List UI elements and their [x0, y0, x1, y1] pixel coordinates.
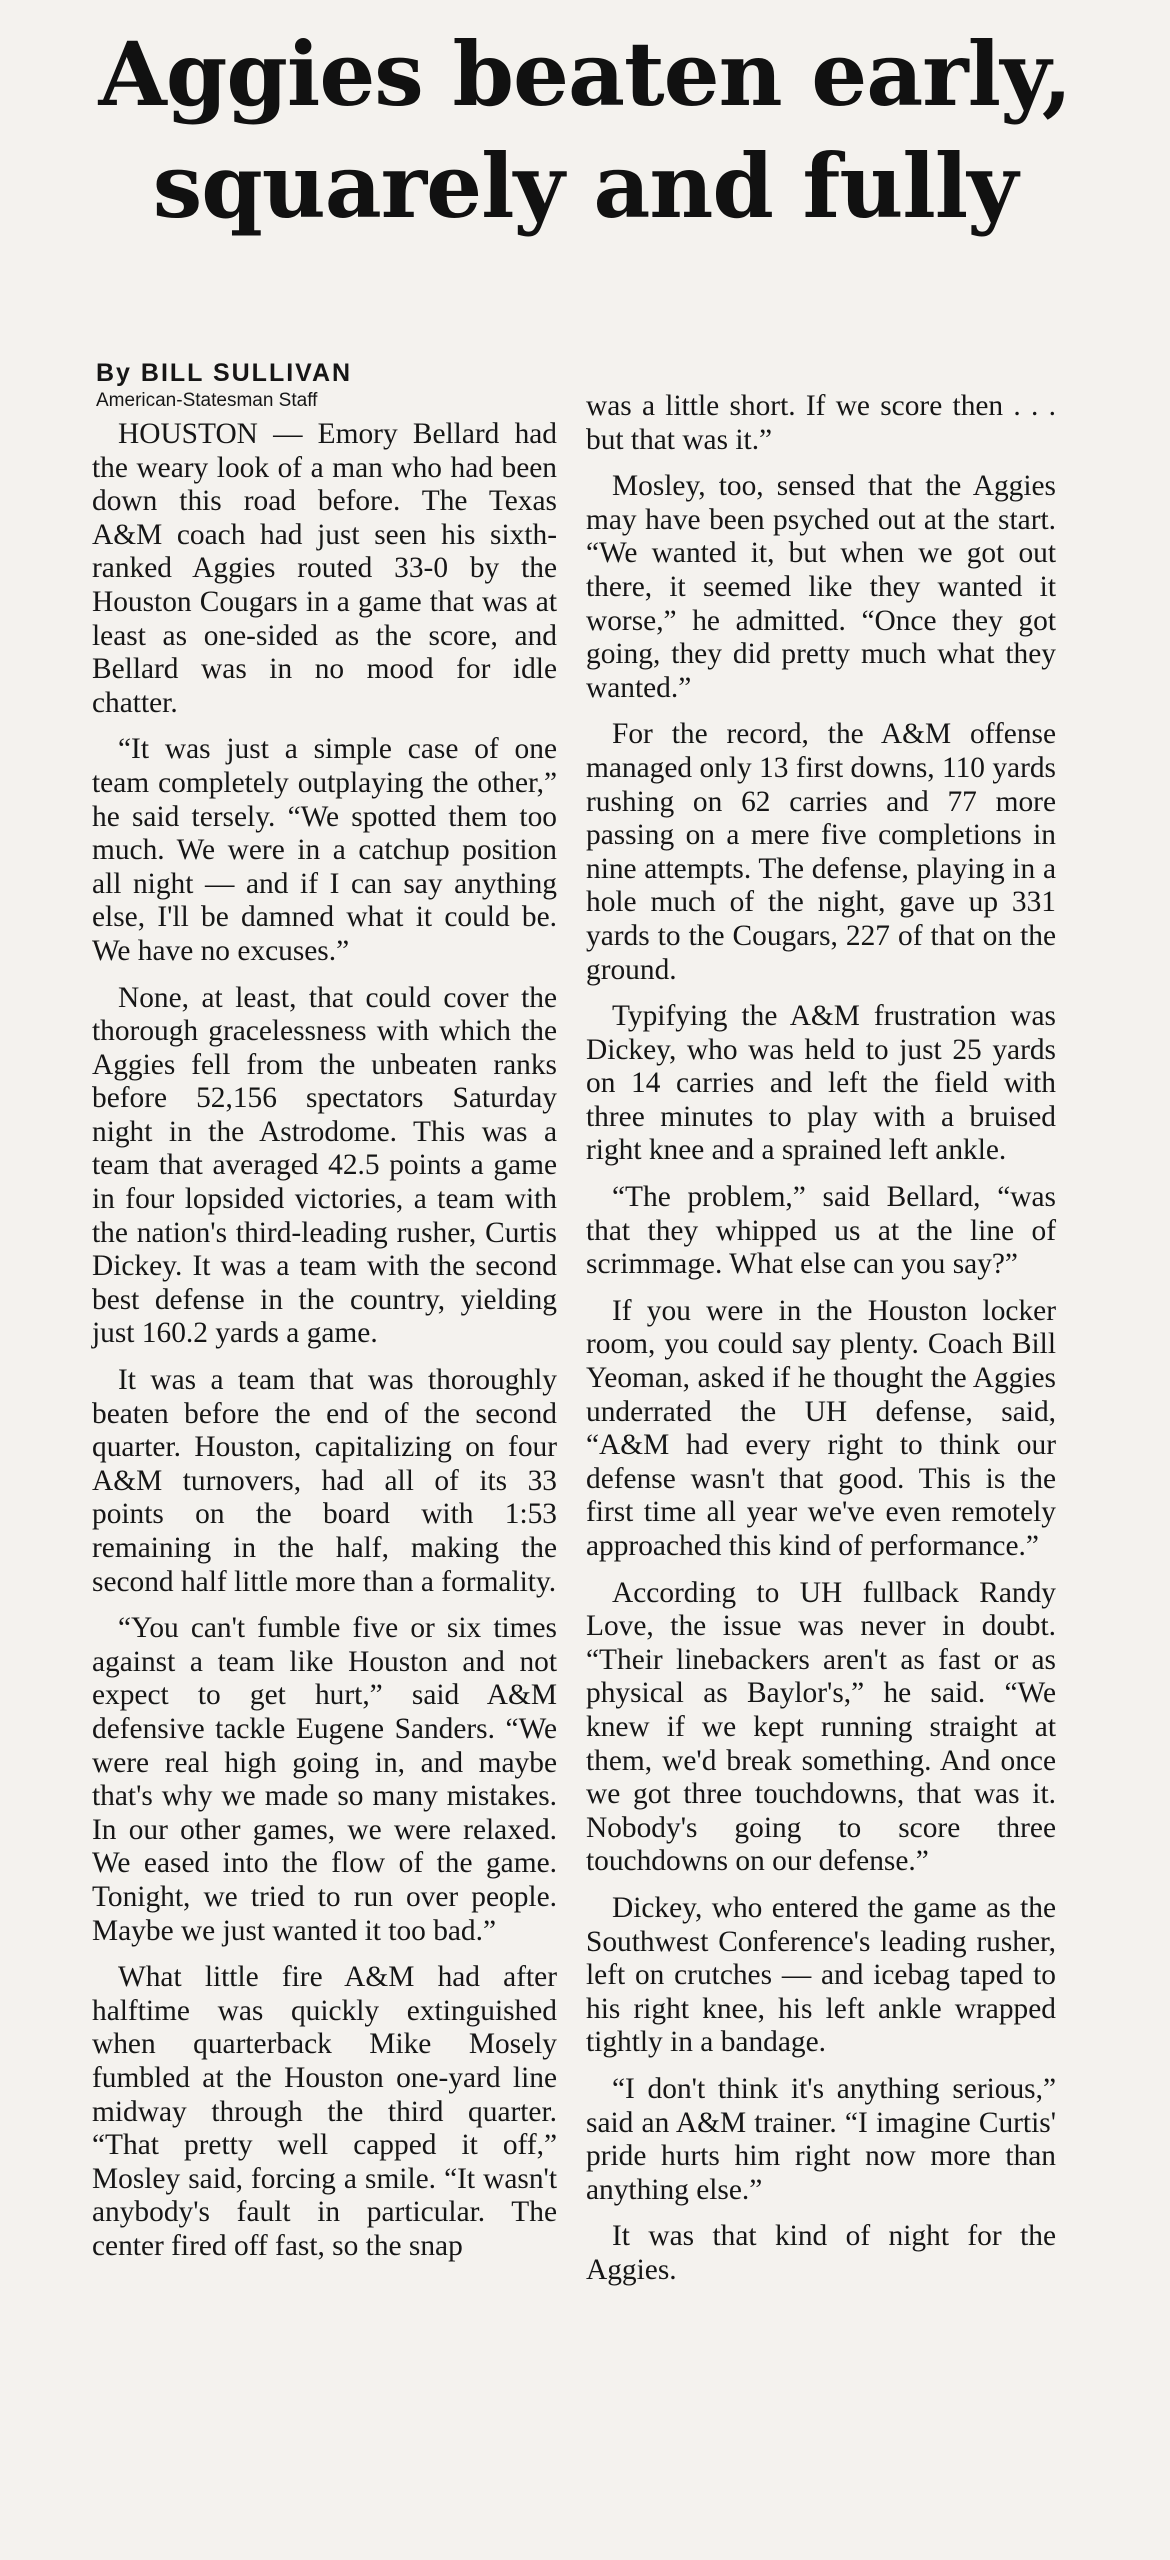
paragraph: It was that kind of night for the Aggies.	[586, 2220, 1056, 2286]
article-column-right	[586, 390, 1056, 2300]
paragraph: “You can't fumble five or six times against a team like Houston and not expect to get hurt,” said A&M defensive tackle Eugene Sanders. “We were real high going in, and maybe that's why we made so many mistakes. In our other games, we were relaxed. We eased into the flow of the game. Tonight, we tried to run over people. Maybe we just wanted it too bad.”	[92, 1612, 557, 1947]
paragraph: HOUSTON — Emory Bellard had the weary look of a man who had been down this road before. The Texas A&M coach had just seen his sixth-ranked Aggies routed 33-0 by the Houston Cougars in a game that was at least as one-sided as the score, and Bellard was in no mood for idle chatter.	[92, 418, 557, 719]
paragraph: For the record, the A&M offense managed only 13 first downs, 110 yards rushing on 62 carries and 77 more passing on a mere five completions in nine attempts. The defense, playing in a hole much of the night, gave up 331 yards to the Cougars, 227 of that on the ground.	[586, 718, 1056, 986]
paragraph: “It was just a simple case of one team completely outplaying the other,” he said tersely. “We spotted them too much. We were in a catchup position all night — and if I can say anything else, I'll be damned what it could be. We have no excuses.”	[92, 733, 557, 967]
paragraph: According to UH fullback Randy Love, the issue was never in doubt. “Their linebackers aren't as fast or as physical as Baylor's,” he said. “We knew if we kept running straight at them, we'd break something. And once we got three touchdowns, that was it. Nobody's going to score three touchdowns on our defense.”	[586, 1576, 1056, 1878]
paragraph: Mosley, too, sensed that the Aggies may have been psyched out at the start. “We wanted it, but when we got out there, it seemed like they wanted it worse,” he admitted. “Once they got going, they did pretty much what they wanted.”	[586, 470, 1056, 704]
paragraph: It was a team that was thoroughly beaten before the end of the second quarter. Houston, capitalizing on four A&M turnovers, had all of its 33 points on the board with 1:53 remaining in the half, making the second half little more than a formality.	[92, 1364, 557, 1598]
byline: By BILL SULLIVAN	[96, 359, 353, 387]
headline-line-2: squarely and fully	[152, 134, 1018, 238]
paragraph: Typifying the A&M frustration was Dickey, who was held to just 25 yards on 14 carries and left the field with three minutes to play with a bruised right knee and a sprained left ankle.	[586, 1000, 1056, 1167]
headline-line-1: Aggies beaten early,	[98, 22, 1072, 126]
paragraph: If you were in the Houston locker room, you could say plenty. Coach Bill Yeoman, asked if he thought the Aggies underrated the UH defense, said, “A&M had every right to think our defense wasn't that good. This is the first time all year we've even remotely approached this kind of performance.”	[586, 1294, 1056, 1562]
paragraph: None, at least, that could cover the thorough gracelessness with which the Aggies fell from the unbeaten ranks before 52,156 spectators Saturday night in the Astrodome. This was a team that averaged 42.5 points a game in four lopsided victories, a team with the nation's third-leading rusher, Curtis Dickey. It was a team with the second best defense in the country, yielding just 160.2 yards a game.	[92, 981, 557, 1350]
staff-credit: American-Statesman Staff	[96, 390, 318, 411]
paragraph: “I don't think it's anything serious,” said an A&M trainer. “I imagine Curtis' pride hurts him right now more than anything else.”	[586, 2072, 1056, 2206]
headline	[0, 18, 1170, 242]
paragraph: “The problem,” said Bellard, “was that they whipped us at the line of scrimmage. What else can you say?”	[586, 1181, 1056, 1281]
paragraph: Dickey, who entered the game as the Southwest Conference's leading rusher, left on crutches — and icebag taped to his right knee, his left ankle wrapped tightly in a bandage.	[586, 1891, 1056, 2059]
paragraph-continued: was a little short. If we score then . . . but that was it.”	[586, 390, 1056, 456]
article-column-left	[92, 358, 557, 2276]
paragraph: What little fire A&M had after halftime was quickly extinguished when quarterback Mike Mosely fumbled at the Houston one-yard line midway through the third quarter. “That pretty well capped it off,” Mosley said, forcing a smile. “It wasn't anybody's fault in particular. The center fired off fast, so the snap	[92, 1961, 557, 2262]
